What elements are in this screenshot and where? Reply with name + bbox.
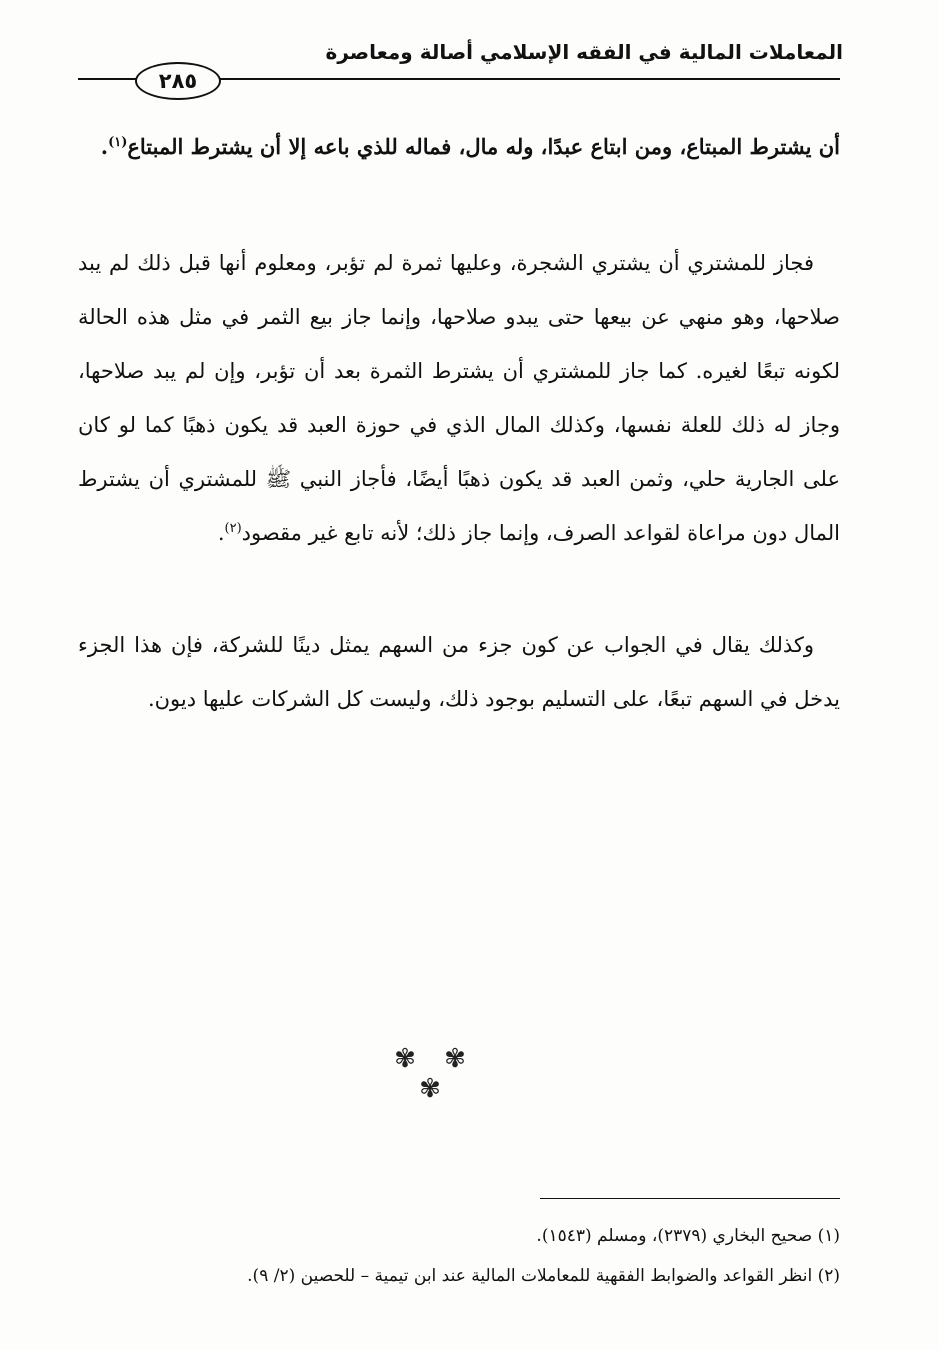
paragraph-3: وكذلك يقال في الجواب عن كون جزء من السهم يمثل دينًا للشركة، فإن هذا الجزء يدخل في السهم تبعًا، على التسليم بوجود ذلك، وليست كل الشركات عليها ديون. (78, 633, 840, 711)
running-title: المعاملات المالية في الفقه الإسلامي أصالة ومعاصرة (325, 40, 843, 64)
paragraph-1-text: أن يشترط المبتاع، ومن ابتاع عبدًا، وله مال، فماله للذي باعه إلا أن يشترط المبتاع (127, 134, 840, 159)
paragraph-2-text: فجاز للمشتري أن يشتري الشجرة، وعليها ثمرة لم تؤبر، ومعلوم أنها قبل ذلك لم يبد صلاحها، وهو منهي عن بيعها حتى يبدو صلاحها، وإنما جاز بيع الثمر في مثل هذه الحالة لكونه تبعًا لغيره. كما جاز للمشتري أن يشترط الثمرة بعد أن تؤبر، وإن لم يبد صلاحها، وجاز له ذلك للعلة نفسها، وكذلك المال الذي في حوزة العبد قد يكون ذهبًا كما لو كان على الجارية حلي، وثمن العبد قد يكون ذهبًا أيضًا، فأجاز النبي ﷺ للمشتري أن يشترط المال دون مراعاة لقواعد الصرف، وإنما جاز ذلك؛ لأنه تابع غير مقصود (78, 251, 840, 545)
paragraph-2 (78, 236, 840, 560)
page-number: ٢٨٥ (135, 62, 221, 100)
footnote-2: (٢) انظر القواعد والضوابط الفقهية للمعاملات المالية عند ابن تيمية – للحصين (٢/ ٩). (247, 1266, 840, 1286)
footnote-ref-2: (٢) (224, 521, 242, 536)
footnote-ref-1: (١) (108, 135, 128, 150)
footnote-1: (١) صحيح البخاري (٢٣٧٩)، ومسلم (١٥٤٣). (536, 1226, 840, 1246)
paragraph-1 (78, 120, 840, 174)
footnote-separator (540, 1198, 840, 1199)
paragraph-2-end: . (217, 521, 225, 545)
section-end-ornament: ✾ ✾ ✾ (394, 1044, 476, 1104)
paragraph-1-end: . (100, 134, 109, 159)
footnotes (78, 1216, 840, 1296)
